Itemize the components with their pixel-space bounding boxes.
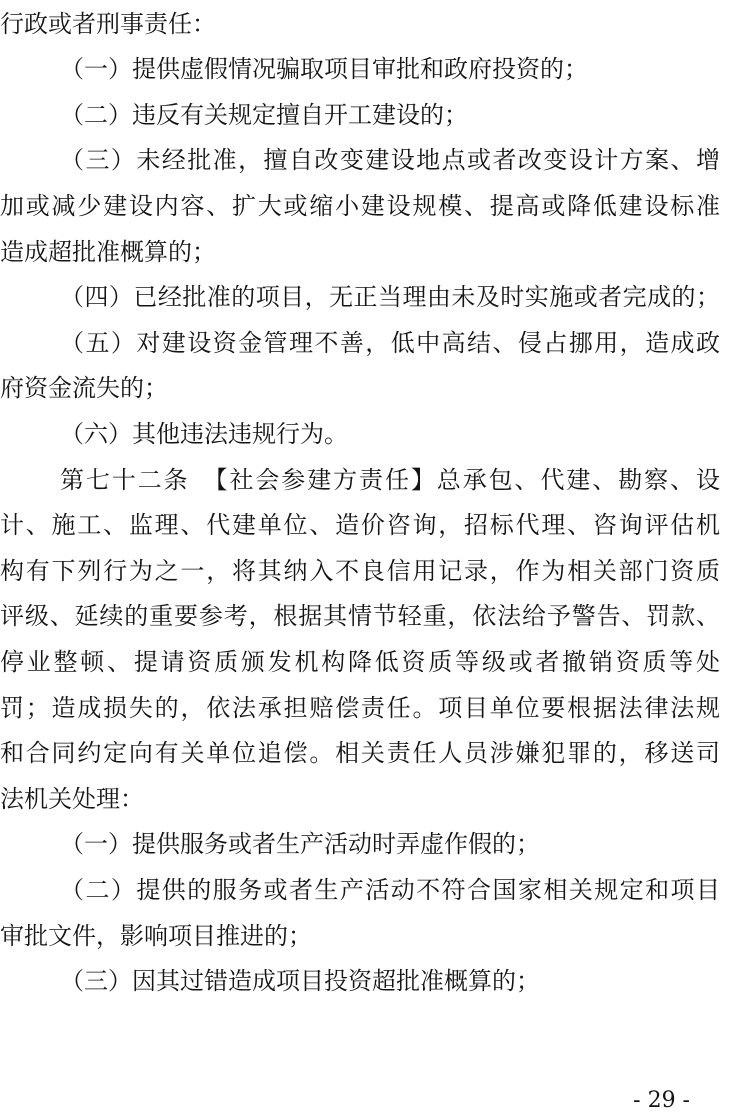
- list-item-2: （二）违反有关规定擅自开工建设的；: [60, 101, 468, 129]
- list-item-6: （六）其他违法违规行为。: [60, 420, 348, 448]
- article-72-heading: 第七十二条 【社会参建方责任】总承包、代建、勘察、设: [60, 466, 720, 494]
- text-line: 计、施工、监理、代建单位、造价咨询，招标代理、咨询评估机: [0, 511, 720, 539]
- text-line: 和合同约定向有关单位追偿。相关责任人员涉嫌犯罪的，移送司: [0, 739, 720, 767]
- list-item-1: （一）提供服务或者生产活动时弄虚作假的；: [60, 830, 540, 858]
- list-item-1: （一）提供虚假情况骗取项目审批和政府投资的；: [60, 55, 588, 83]
- list-item-4: （四）已经批准的项目，无正当理由未及时实施或者完成的；: [60, 283, 720, 311]
- text-line: 评级、延续的重要参考，根据其情节轻重，依法给予警告、罚款、: [0, 602, 720, 630]
- text-line: 审批文件，影响项目推进的；: [0, 922, 312, 950]
- text-line: 罚；造成损失的，依法承担赔偿责任。项目单位要根据法律法规: [0, 694, 720, 722]
- text-line: 造成超批准概算的；: [0, 238, 216, 266]
- list-item-2: （二）提供的服务或者生产活动不符合国家相关规定和项目: [60, 876, 720, 904]
- text-line: 停业整顿、提请资质颁发机构降低资质等级或者撤销资质等处: [0, 648, 720, 676]
- list-item-3: （三）因其过错造成项目投资超批准概算的；: [60, 967, 540, 995]
- text-line: 加或减少建设内容、扩大或缩小建设规模、提高或降低建设标准: [0, 192, 720, 220]
- text-line: 府资金流失的；: [0, 374, 168, 402]
- text-line: 构有下列行为之一，将其纳入不良信用记录，作为相关部门资质: [0, 557, 720, 585]
- list-item-5: （五）对建设资金管理不善，低中高结、侵占挪用，造成政: [60, 329, 720, 357]
- text-line: 法机关处理：: [0, 785, 144, 813]
- text-line: 行政或者刑事责任：: [0, 10, 216, 38]
- list-item-3: （三）未经批准，擅自改变建设地点或者改变设计方案、增: [60, 146, 720, 174]
- page-number: - 29 -: [633, 1088, 690, 1113]
